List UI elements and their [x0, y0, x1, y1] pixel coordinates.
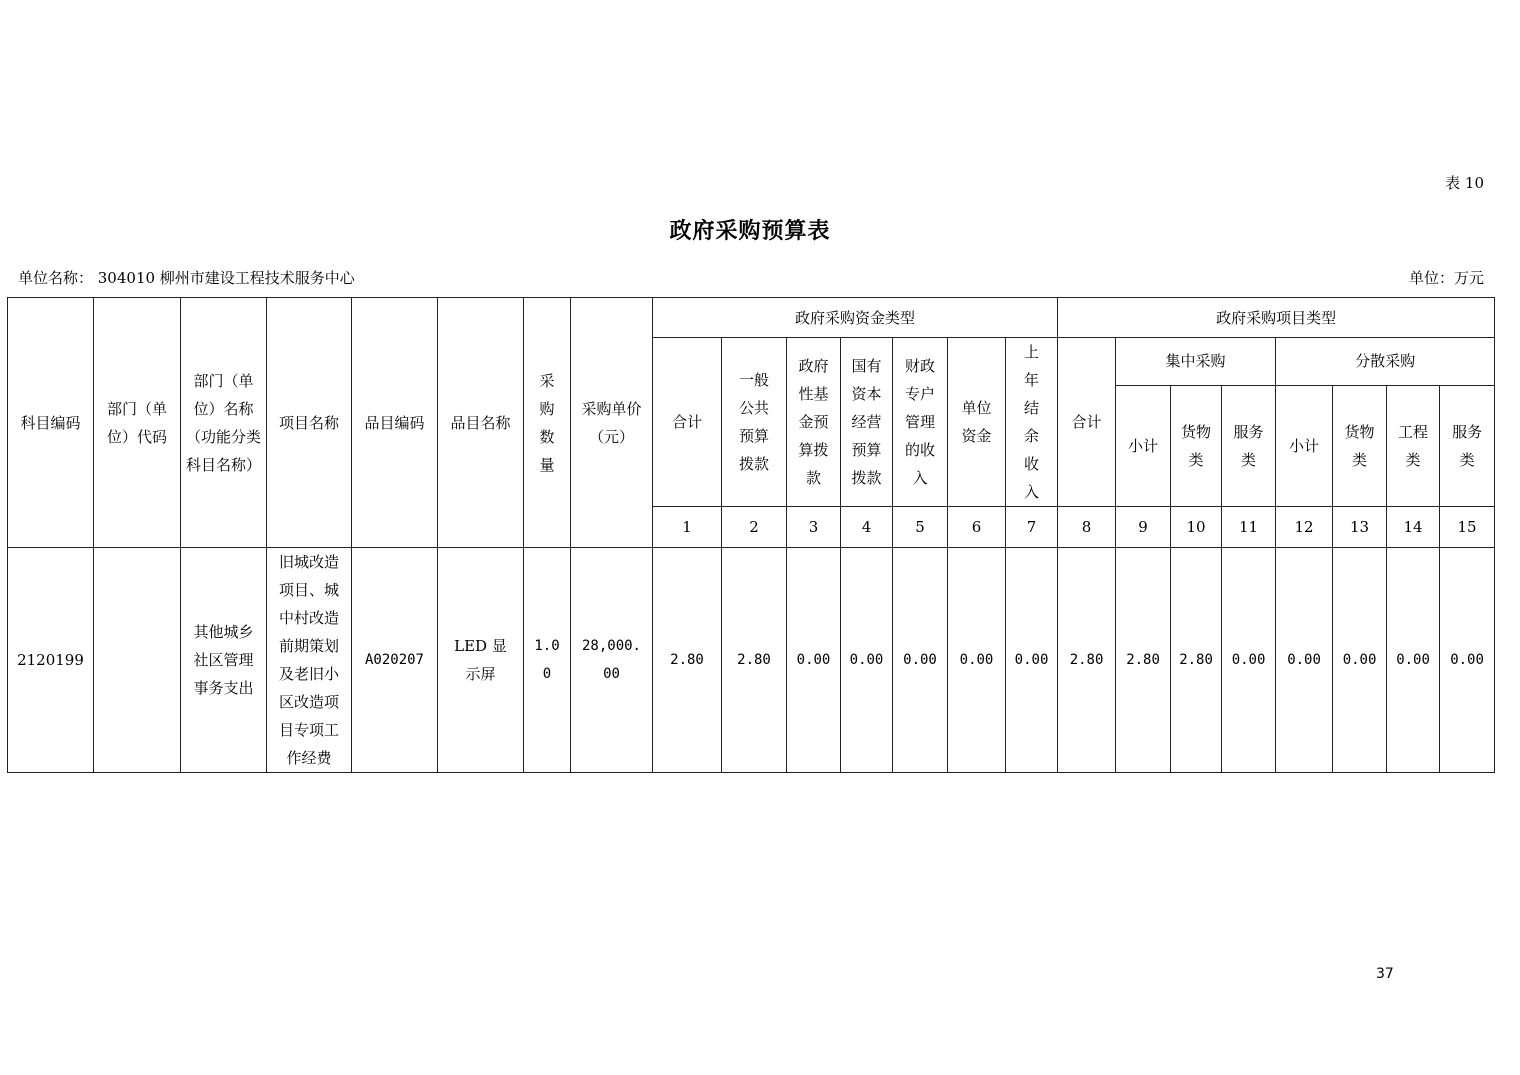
cell-unit-price: 28,000.00	[571, 548, 653, 773]
cell-dept-code	[94, 548, 181, 773]
header-state-capital: 国有资本经营预算拨款	[841, 338, 893, 507]
cell-value: 0.00	[948, 548, 1006, 773]
cell-value: 0.00	[1222, 548, 1276, 773]
column-number: 13	[1333, 507, 1387, 548]
header-central-goods: 货物类	[1171, 385, 1222, 506]
cell-value: 0.00	[1333, 548, 1387, 773]
header-project-type-group: 政府采购项目类型	[1058, 298, 1495, 338]
header-prior-balance: 上年结余收入	[1006, 338, 1058, 507]
header-scattered-subtotal: 小计	[1276, 385, 1333, 506]
table-row	[8, 548, 1495, 773]
cell-value: 2.80	[653, 548, 722, 773]
column-number: 10	[1171, 507, 1222, 548]
header-project-total: 合计	[1058, 338, 1116, 507]
header-unit-price: 采购单价（元）	[571, 298, 653, 548]
header-central-services: 服务类	[1222, 385, 1276, 506]
procurement-budget-table	[7, 297, 1495, 773]
table-number: 表 10	[1445, 174, 1484, 192]
header-subject-code: 科目编码	[8, 298, 94, 548]
cell-dept-name: 其他城乡社区管理事务支出	[181, 548, 267, 773]
cell-value: 0.00	[787, 548, 841, 773]
cell-value: 0.00	[1276, 548, 1333, 773]
column-number: 11	[1222, 507, 1276, 548]
cell-project-name: 旧城改造项目、城中村改造前期策划及老旧小区改造项目专项工作经费	[267, 548, 352, 773]
header-scattered-services: 服务类	[1440, 385, 1495, 506]
column-number: 1	[653, 507, 722, 548]
header-quantity: 采购数量	[524, 298, 571, 548]
header-special-income: 财政专户管理的收入	[893, 338, 948, 507]
header-item-code: 品目编码	[352, 298, 438, 548]
header-scattered-procurement: 分散采购	[1276, 338, 1495, 386]
column-number: 2	[722, 507, 787, 548]
header-dept-name: 部门（单位）名称（功能分类科目名称）	[181, 298, 267, 548]
header-item-name: 品目名称	[438, 298, 524, 548]
header-central-subtotal: 小计	[1116, 385, 1171, 506]
column-number: 3	[787, 507, 841, 548]
cell-item-name: LED 显示屏	[438, 548, 524, 773]
header-scattered-works: 工程类	[1387, 385, 1440, 506]
header-general-budget: 一般公共预算拨款	[722, 338, 787, 507]
page-title: 政府采购预算表	[669, 218, 831, 244]
cell-value: 2.80	[722, 548, 787, 773]
cell-quantity: 1.00	[524, 548, 571, 773]
cell-value: 0.00	[1006, 548, 1058, 773]
unit-name-label: 单位名称： 304010 柳州市建设工程技术服务中心	[18, 269, 355, 287]
cell-value: 2.80	[1058, 548, 1116, 773]
cell-item-code: A020207	[352, 548, 438, 773]
cell-subject-code: 2120199	[8, 548, 94, 773]
column-number: 9	[1116, 507, 1171, 548]
column-number: 12	[1276, 507, 1333, 548]
column-number: 7	[1006, 507, 1058, 548]
page-number: 37	[1376, 966, 1394, 982]
cell-value: 0.00	[1440, 548, 1495, 773]
column-number: 6	[948, 507, 1006, 548]
cell-value: 2.80	[1171, 548, 1222, 773]
header-unit-fund: 单位资金	[948, 338, 1006, 507]
column-number: 14	[1387, 507, 1440, 548]
column-number: 8	[1058, 507, 1116, 548]
header-gov-fund: 政府性基金预算拨款	[787, 338, 841, 507]
column-number: 4	[841, 507, 893, 548]
header-central-procurement: 集中采购	[1116, 338, 1276, 386]
header-fund-type-group: 政府采购资金类型	[653, 298, 1058, 338]
cell-value: 0.00	[841, 548, 893, 773]
cell-value: 0.00	[1387, 548, 1440, 773]
header-scattered-goods: 货物类	[1333, 385, 1387, 506]
header-dept-code: 部门（单位）代码	[94, 298, 181, 548]
header-project-name: 项目名称	[267, 298, 352, 548]
column-number: 5	[893, 507, 948, 548]
cell-value: 2.80	[1116, 548, 1171, 773]
currency-unit-label: 单位：万元	[1408, 269, 1484, 287]
cell-value: 0.00	[893, 548, 948, 773]
column-number: 15	[1440, 507, 1495, 548]
header-fund-total: 合计	[653, 338, 722, 507]
